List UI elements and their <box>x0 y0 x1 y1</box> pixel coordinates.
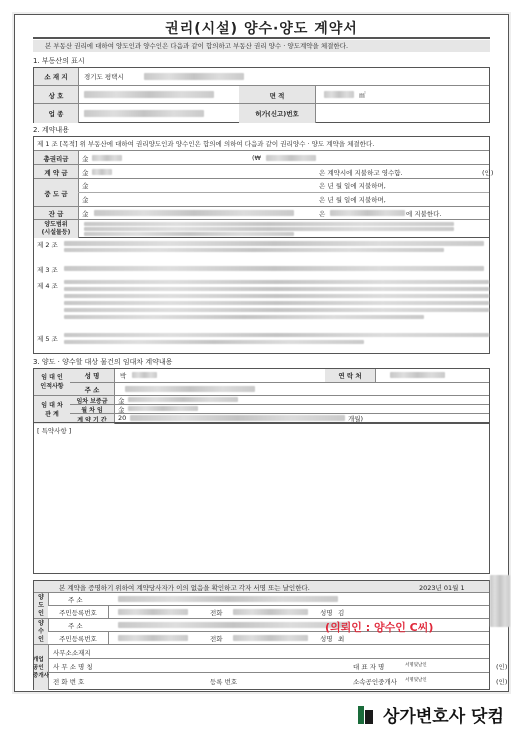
redacted-transferee-id <box>118 635 188 641</box>
balance-label: 잔 금 <box>34 207 79 220</box>
transferor-id-row <box>48 605 489 619</box>
won-prefix: 金 <box>118 406 125 414</box>
monthly-label: 월 차 임 <box>70 405 115 414</box>
scope-item-1 <box>84 222 454 226</box>
deposit-label: 계 약 금 <box>34 165 79 179</box>
landlord-address-row <box>70 382 489 396</box>
address-label: 주 소 <box>70 383 115 396</box>
article-2-text <box>64 241 484 246</box>
deposit-note: 은 계약시에 지불하고 영수함. <box>319 169 403 177</box>
office-name-row <box>48 658 508 673</box>
transferor-address-row <box>48 592 489 606</box>
redacted-address <box>144 73 244 80</box>
period-label: 계 약 기 간 <box>70 414 115 424</box>
redacted-transferee-address <box>118 622 348 628</box>
redacted-name <box>132 372 157 378</box>
area-unit: ㎡ <box>359 91 366 99</box>
agent-seal: (인) <box>496 678 508 686</box>
balance-note: 에 지불한다. <box>406 210 442 218</box>
redacted-monthly <box>128 406 198 411</box>
registration-label: 등록 번호 <box>210 678 238 686</box>
article-4-text-2 <box>64 287 489 291</box>
office-address-row <box>48 644 489 659</box>
contract-page <box>14 14 509 692</box>
redacted-transferor-address <box>118 596 338 602</box>
property-table <box>33 67 490 123</box>
article-4-label: 제 4 조 <box>37 282 58 290</box>
transferee-id-label: 주민등록번호 <box>48 632 109 645</box>
article-4-text-5 <box>64 308 489 312</box>
transferee-address-label: 주 소 <box>68 622 83 630</box>
client-annotation: (의뢰인 : 양수인 C씨) <box>325 621 434 634</box>
article-5-text-2 <box>64 340 364 344</box>
total-row <box>34 150 489 165</box>
redacted-area <box>324 91 354 98</box>
redacted-deposit <box>92 169 112 175</box>
permit-label: 허가(신고)번호 <box>239 104 316 123</box>
redacted-balance <box>94 210 294 216</box>
transferor-address-label: 주 소 <box>68 596 83 604</box>
signature-table <box>33 580 508 690</box>
intro-text: 본 부동산 권리에 대하여 양도인과 양수인은 다음과 같이 합의하고 부동산 권리 양수 · 양도계약을 체결한다. <box>33 40 490 52</box>
total-label: 총권리금 <box>34 151 79 165</box>
article-2-text-2 <box>64 248 444 252</box>
brand-logo <box>355 702 504 727</box>
transferee-phone-label: 전화 <box>210 635 223 643</box>
landlord-label: 임 대 인 인적사항 <box>34 369 71 395</box>
landlord-name: 박 <box>120 372 127 380</box>
middle-row <box>34 178 489 207</box>
redacted-transferee-phone <box>233 635 308 641</box>
section-1-heading: 1. 부동산의 표시 <box>33 57 85 65</box>
business-row <box>34 103 489 123</box>
document-title: 권리(시설) 양수·양도 계약서 <box>165 21 358 37</box>
name-label: 성 명 <box>70 369 115 382</box>
representative-sign: 서명및날인 <box>405 663 427 668</box>
redacted-transferor-phone <box>233 609 308 615</box>
redacted-period <box>130 415 345 421</box>
redacted-date-edge <box>490 575 510 627</box>
transferor-name-label: 성명 <box>320 609 333 617</box>
article-1: 제 1 조 [목적] 위 부동산에 대하여 권리양도인과 양수인은 합의에 의하여 다음과 같이 권리양수 · 양도 계약을 체결한다. <box>37 140 375 148</box>
sign-date: 2023년 01월 1 <box>419 584 465 592</box>
balance-eun: 은 <box>319 210 326 218</box>
sign-intro: 본 계약을 증명하기 위하여 계약당사자가 이의 없음을 확인하고 각자 서명 또는 날인한다. <box>59 584 310 592</box>
transferor-name: 김 <box>338 609 345 617</box>
balance-row <box>34 206 489 220</box>
landlord-name-row <box>70 369 489 382</box>
area-label: 면 적 <box>239 86 316 104</box>
transferee-name-label: 성명 <box>320 635 333 643</box>
broker-label: 개업 공인 중개사 <box>34 644 49 690</box>
won-prefix: 金 <box>118 397 125 405</box>
redacted-trade <box>84 91 214 98</box>
brand-mark-icon <box>355 704 377 726</box>
office-phone-row <box>48 672 508 690</box>
redacted-total-won <box>266 155 316 161</box>
article-5-text-1 <box>64 333 489 337</box>
transferor-phone-label: 전화 <box>210 609 223 617</box>
articles-block <box>33 236 490 354</box>
agent-label: 소속공인중개사 <box>353 678 397 686</box>
redacted-total <box>92 155 122 161</box>
lease-table <box>33 368 490 424</box>
article-4-text-4 <box>64 301 489 305</box>
redacted-landlord-address <box>125 386 255 392</box>
middle-label: 중 도 금 <box>34 179 79 207</box>
won-prefix: 金 <box>82 196 89 204</box>
won-prefix: 金 <box>82 210 89 218</box>
scope-label: 양도범위 (시설물등) <box>34 220 79 238</box>
deposit-seal: (인) <box>482 169 494 177</box>
article-3-text <box>64 266 484 271</box>
redacted-balance-date <box>330 210 405 216</box>
location-value: 경기도 평택시 <box>84 73 124 81</box>
won-prefix: 金 <box>82 182 89 190</box>
location-row <box>34 68 489 85</box>
business-label: 업 종 <box>34 104 79 123</box>
article-5-label: 제 5 조 <box>37 335 58 343</box>
title-divider <box>33 37 490 39</box>
brand-name: 상가변호사 닷컴 <box>383 707 504 727</box>
won-prefix: 金 <box>82 155 89 163</box>
office-phone-label: 전 화 번 호 <box>53 678 85 686</box>
section-3-heading: 3. 양도 · 양수할 대상 물건의 임대차 계약내용 <box>33 358 173 366</box>
middle-row-1: 은 년 월 일에 지불하며, <box>319 182 386 190</box>
section-2-heading: 2. 계약내용 <box>33 126 69 134</box>
transferor-label: 양 도 인 <box>34 592 49 619</box>
article-2-label: 제 2 조 <box>37 241 58 249</box>
article-4-text-1 <box>64 280 489 284</box>
trade-row <box>34 85 489 104</box>
won-prefix: 金 <box>82 169 89 177</box>
article-4-text-6 <box>64 315 424 319</box>
lease-deposit-label: 임차 보증금 <box>70 396 115 405</box>
location-label: 소 재 지 <box>34 68 79 85</box>
redacted-business <box>84 110 204 117</box>
office-name-label: 사 무 소 명 칭 <box>53 663 93 671</box>
redacted-contact <box>390 372 445 378</box>
special-notes-label: [ 특약사항 ] <box>37 427 72 435</box>
period-months: 개월) <box>348 415 364 423</box>
period-start: 20 <box>118 414 127 422</box>
trade-label: 상 호 <box>34 86 79 104</box>
deposit-row <box>34 164 494 179</box>
contract-table <box>33 136 494 238</box>
representative-seal: (인) <box>496 663 508 671</box>
article-3-label: 제 3 조 <box>37 266 58 274</box>
representative-label: 대 표 자 명 <box>353 663 385 671</box>
agent-sign: 서명및날인 <box>405 678 427 683</box>
middle-row-2: 은 년 월 일에 지불하며, <box>319 196 386 204</box>
lease-label: 임 대 차 관 계 <box>34 395 71 424</box>
total-won: (₩ <box>252 154 261 162</box>
redacted-transferor-id <box>118 609 188 615</box>
article-4-text-3 <box>64 294 489 298</box>
scope-item-2 <box>84 227 454 231</box>
redacted-lease-deposit <box>128 397 238 402</box>
office-address-label: 사무소소재지 <box>53 649 91 657</box>
transferee-name: 최 <box>338 635 345 643</box>
middle-divider <box>78 192 489 193</box>
special-notes-box <box>33 422 490 574</box>
transferor-id-label: 주민등록번호 <box>48 606 109 619</box>
transferee-label: 양 수 인 <box>34 618 49 645</box>
contact-label: 연 락 처 <box>325 369 376 382</box>
